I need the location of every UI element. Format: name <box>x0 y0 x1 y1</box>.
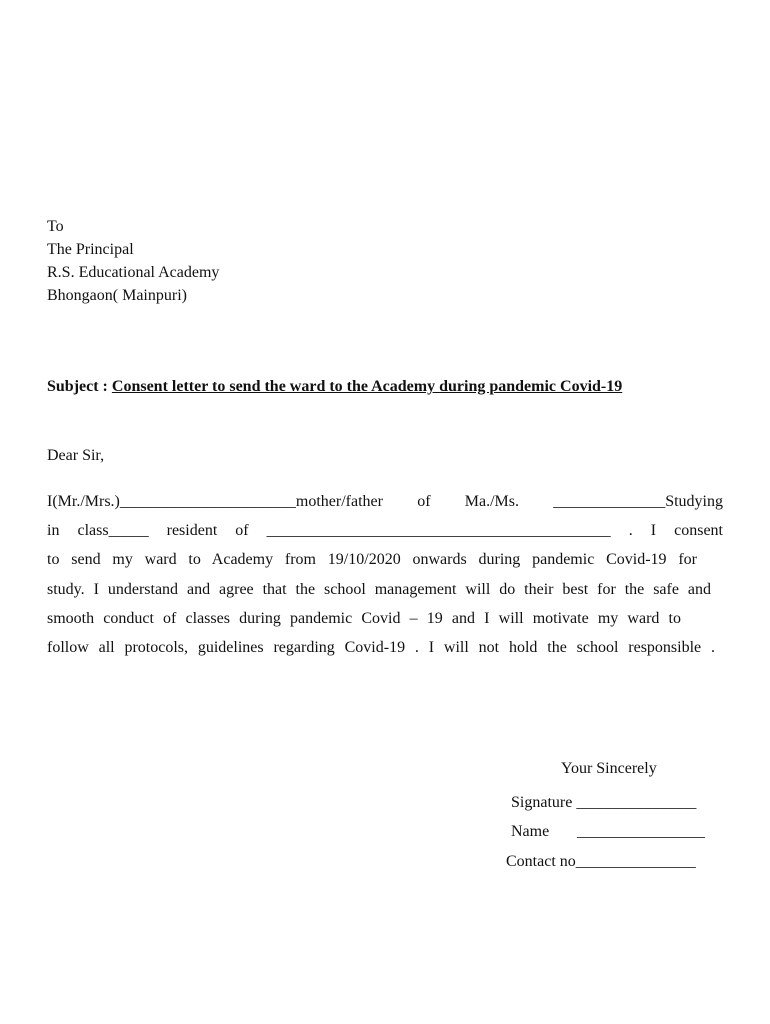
name-blank: ________________ <box>577 823 705 840</box>
signature-label: Signature <box>511 794 573 811</box>
body-line-5: smooth conduct of classes during pandemic Covid – 19 and I will motivate my ward to <box>47 610 681 627</box>
body-line-3 <box>47 550 697 570</box>
body-line-6: follow all protocols, guidelines regarding Covid-19 . I will not hold the school responsible . <box>47 639 715 656</box>
subject-label: Subject : <box>47 378 112 395</box>
address-location: Bhongaon( Mainpuri) <box>47 287 187 304</box>
signature-blank: _______________ <box>576 794 697 811</box>
subject-text: Consent letter to send the ward to the Academy during pandemic Covid-19 <box>111 378 623 395</box>
salutation: Dear Sir, <box>47 447 105 464</box>
contact-row <box>506 853 696 871</box>
signature-row <box>511 794 696 812</box>
body-line-2: in class_____ resident of ___________________________________________ . I consent <box>47 522 723 539</box>
name-row <box>511 823 705 841</box>
contact-blank: _______________ <box>575 853 696 870</box>
body-line-3-text: to send my ward to Academy from 19/10/2020 onwards during pandemic Covid-19 for <box>47 551 697 568</box>
name-label: Name <box>511 823 550 840</box>
closing: Your Sincerely <box>561 760 657 777</box>
address-recipient: The Principal <box>47 241 134 258</box>
address-to: To <box>47 218 64 235</box>
contact-label: Contact no <box>506 853 576 870</box>
address-institution: R.S. Educational Academy <box>47 264 220 281</box>
body-line-1: I(Mr./Mrs.)______________________mother/father of Ma./Ms. ______________Studying <box>47 493 723 510</box>
subject-line <box>47 378 622 396</box>
body-line-4: study. I understand and agree that the school management will do their best for the safe and <box>47 581 711 598</box>
